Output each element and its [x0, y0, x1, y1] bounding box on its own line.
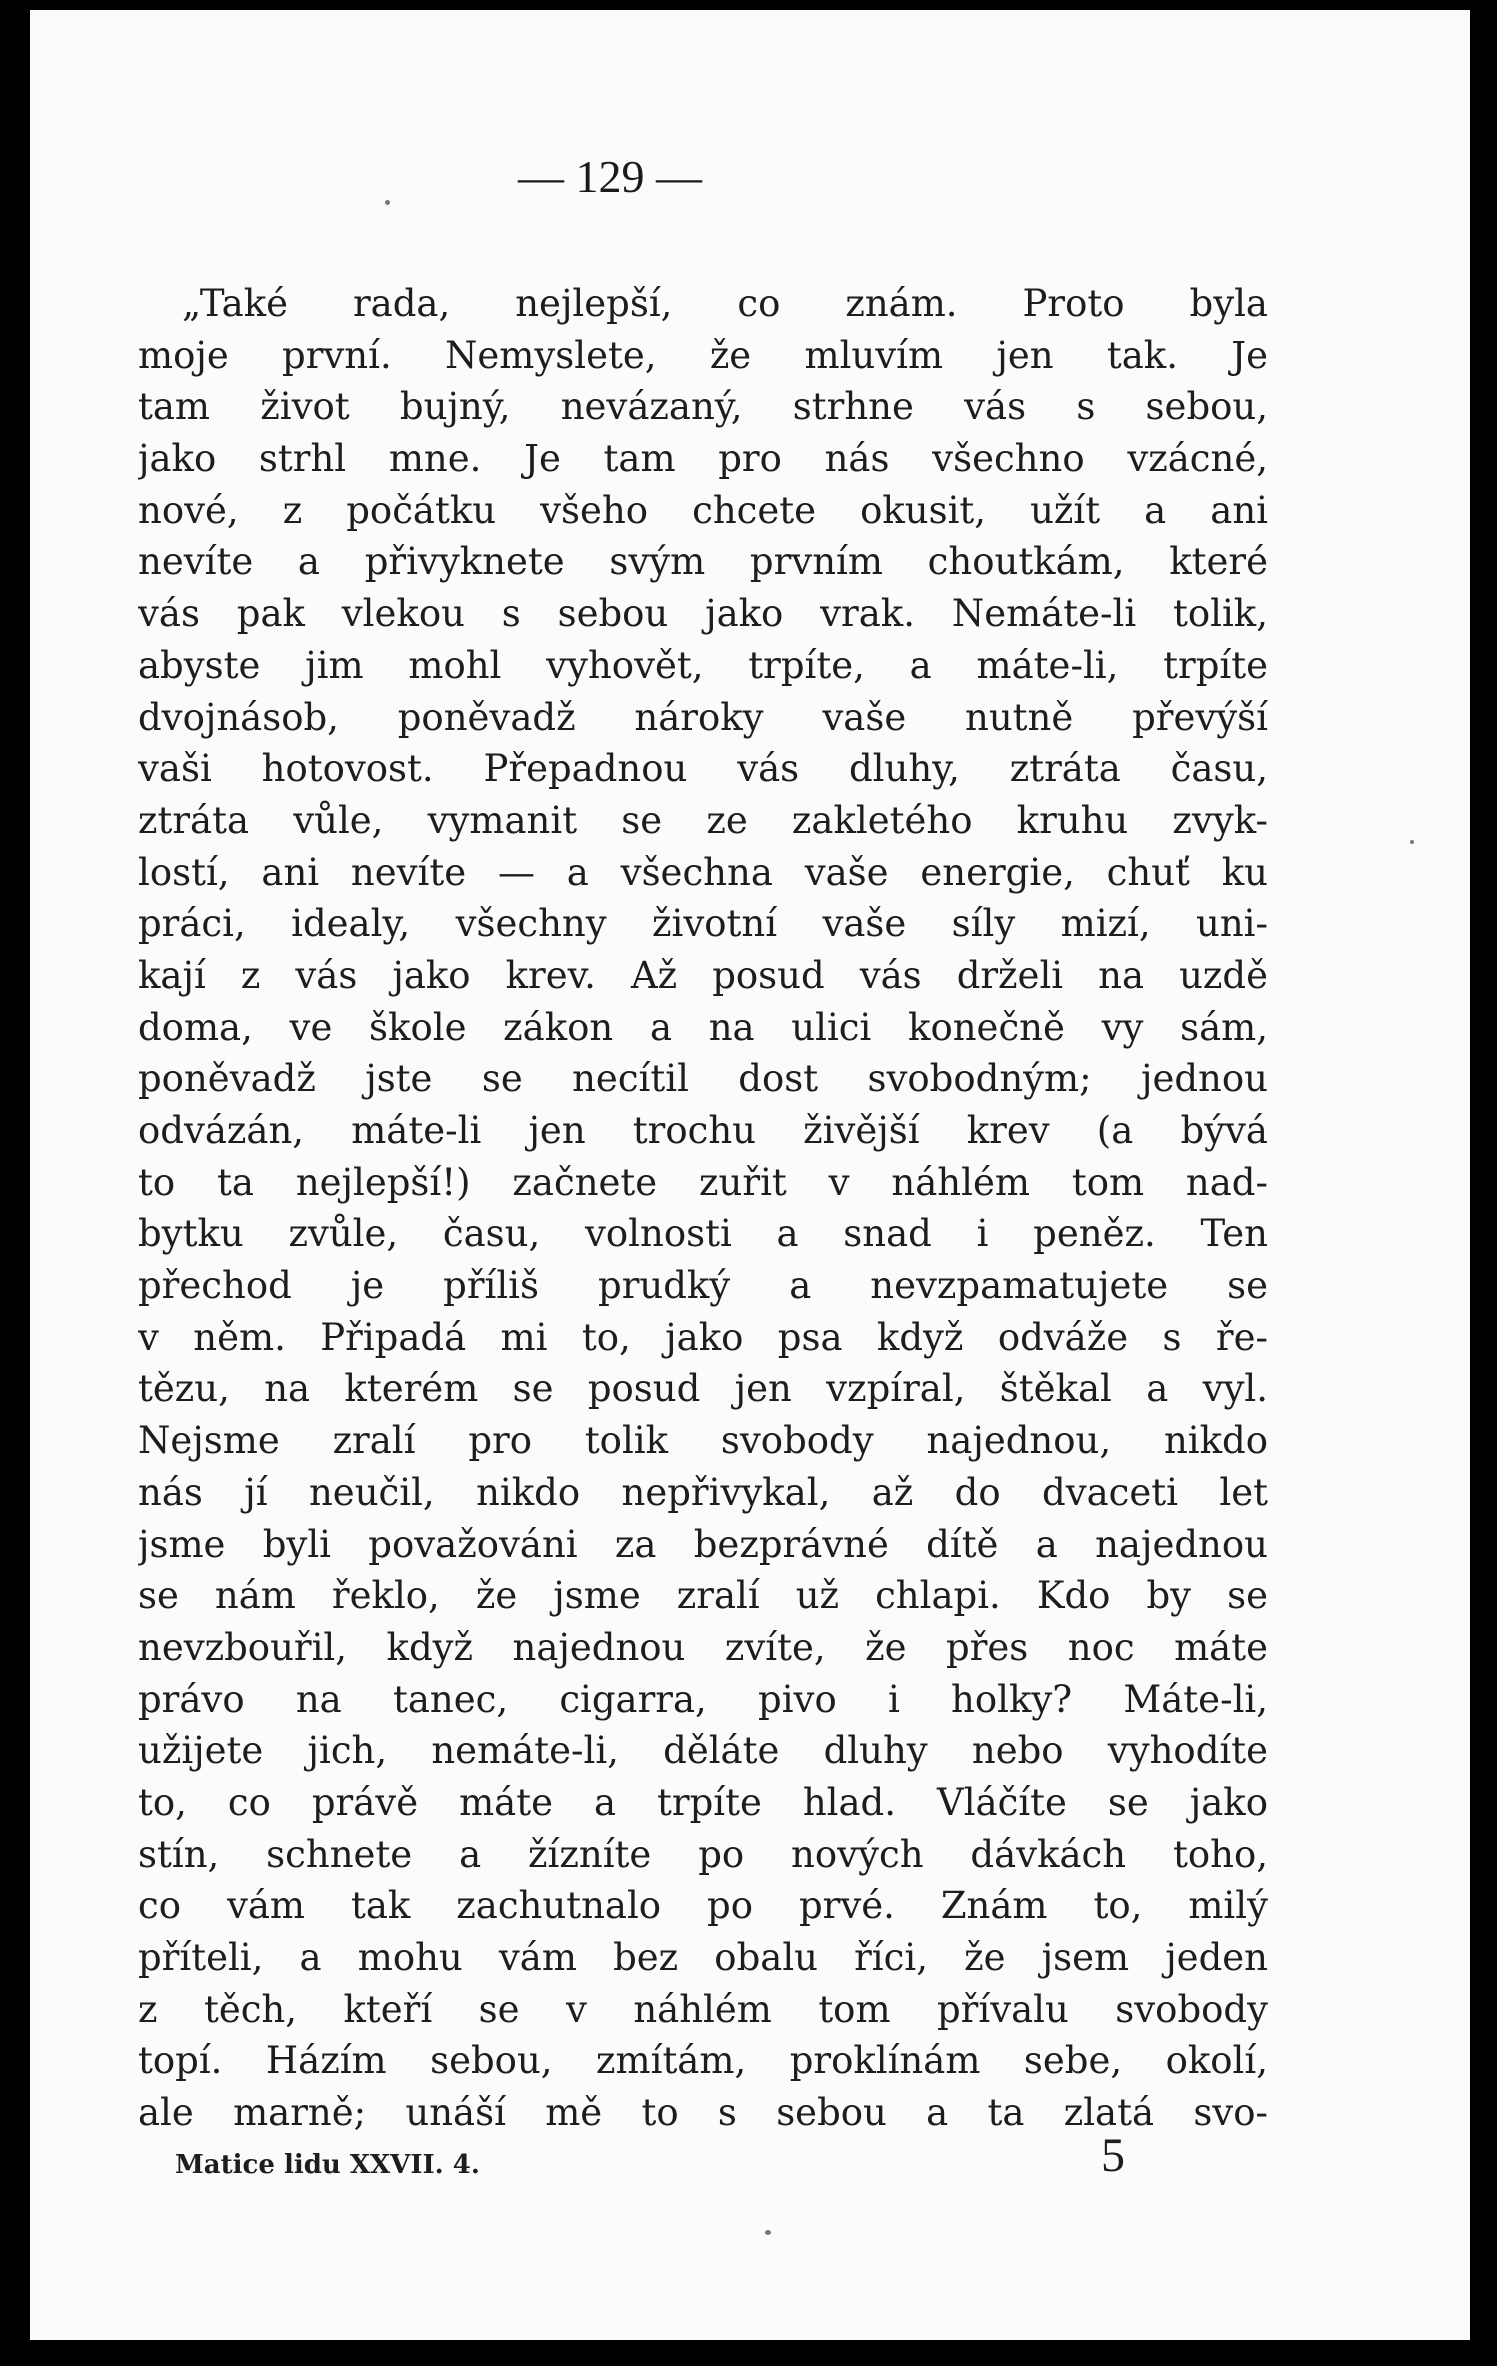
text-line: dvojnásob, poněvadž nároky vaše nutně převýší [138, 695, 1268, 739]
text-line: to, co právě máte a trpíte hlad. Vláčíte se jako [138, 1780, 1268, 1824]
body-text [138, 278, 1268, 2139]
text-line: nevzbouřil, když najednou zvíte, že přes noc máte [138, 1625, 1268, 1669]
text-line: co vám tak zachutnalo po prvé. Znám to, milý [138, 1884, 1268, 1928]
text-line: ztráta vůle, vymanit se ze zakletého kruhu zvyk- [138, 798, 1268, 842]
text-line: nevíte a přivyknete svým prvním choutkám, které [138, 540, 1268, 584]
book-page [30, 10, 1470, 2340]
text-line: tam život bujný, nevázaný, strhne vás s sebou, [138, 385, 1268, 429]
text-line: vás pak vlekou s sebou jako vrak. Nemáte-li tolik, [138, 592, 1268, 636]
dust-speck [385, 200, 390, 205]
scan-right-edge [1470, 0, 1497, 2366]
text-line: právo na tanec, cigarra, pivo i holky? Máte-li, [138, 1677, 1268, 1721]
signature-number: 5 [1101, 2129, 1125, 2182]
text-line: bytku zvůle, času, volnosti a snad i peněz. Ten [138, 1212, 1268, 1256]
dust-speck [1410, 840, 1414, 844]
text-line: Nejsme zralí pro tolik svobody najednou, nikdo [138, 1419, 1268, 1463]
text-line: poněvadž jste se necítil dost svobodným; jednou [138, 1057, 1268, 1101]
text-line: to ta nejlepší!) začnete zuřit v náhlém tom nad- [138, 1160, 1268, 1204]
text-line: moje první. Nemyslete, že mluvím jen tak. Je [138, 333, 1268, 377]
text-line: „Také rada, nejlepší, co znám. Proto byla [182, 282, 1268, 325]
text-line: vaši hotovost. Přepadnou vás dluhy, ztráta času, [138, 747, 1268, 791]
scan-left-edge [0, 0, 14, 2366]
text-line: nás jí neučil, nikdo nepřivykal, až do dvaceti let [138, 1470, 1268, 1514]
text-line: abyste jim mohl vyhovět, trpíte, a máte-li, trpíte [138, 643, 1268, 687]
text-line: odvázán, máte-li jen trochu živější krev (a bývá [138, 1109, 1268, 1152]
text-line: stín, schnete a žízníte po nových dávkách toho, [138, 1832, 1268, 1876]
text-line: užijete jich, nemáte-li, děláte dluhy nebo vyhodíte [138, 1729, 1268, 1773]
text-line: jako strhl mne. Je tam pro nás všechno vzácné, [138, 437, 1268, 481]
text-line: lostí, ani nevíte — a všechna vaše energie, chuť ku [138, 850, 1268, 894]
text-line: práci, idealy, všechny životní vaše síly mizí, uni- [138, 902, 1268, 946]
text-line: v něm. Připadá mi to, jako psa když odváže s ře- [138, 1315, 1268, 1359]
text-line: doma, ve škole zákon a na ulici konečně vy sám, [138, 1005, 1268, 1049]
dust-speck [765, 2230, 771, 2235]
text-line: přechod je příliš prudký a nevzpamatujete se [138, 1264, 1268, 1308]
text-line: příteli, a mohu vám bez obalu říci, že jsem jeden [138, 1936, 1268, 1979]
printer-signature: Matice lidu XXVII. 4. [175, 2150, 480, 2180]
text-line: se nám řeklo, že jsme zralí už chlapi. Kdo by se [138, 1574, 1268, 1618]
text-line: kají z vás jako krev. Až posud vás drželi na uzdě [138, 953, 1268, 997]
text-line: z těch, kteří se v náhlém tom přívalu svobody [138, 1987, 1268, 2031]
text-line: nové, z počátku všeho chcete okusit, užít a ani [138, 488, 1268, 532]
text-line: ale marně; unáší mě to s sebou a ta zlatá svo- [138, 2091, 1268, 2135]
text-line: jsme byli považováni za bezprávné dítě a najednou [138, 1522, 1268, 1566]
page-number: — 129 — [518, 151, 702, 202]
text-line: topí. Házím sebou, zmítám, proklínám sebe, okolí, [138, 2039, 1268, 2083]
page-footer [175, 2128, 1125, 2188]
text-line: tězu, na kterém se posud jen vzpíral, štěkal a vyl. [138, 1367, 1268, 1411]
